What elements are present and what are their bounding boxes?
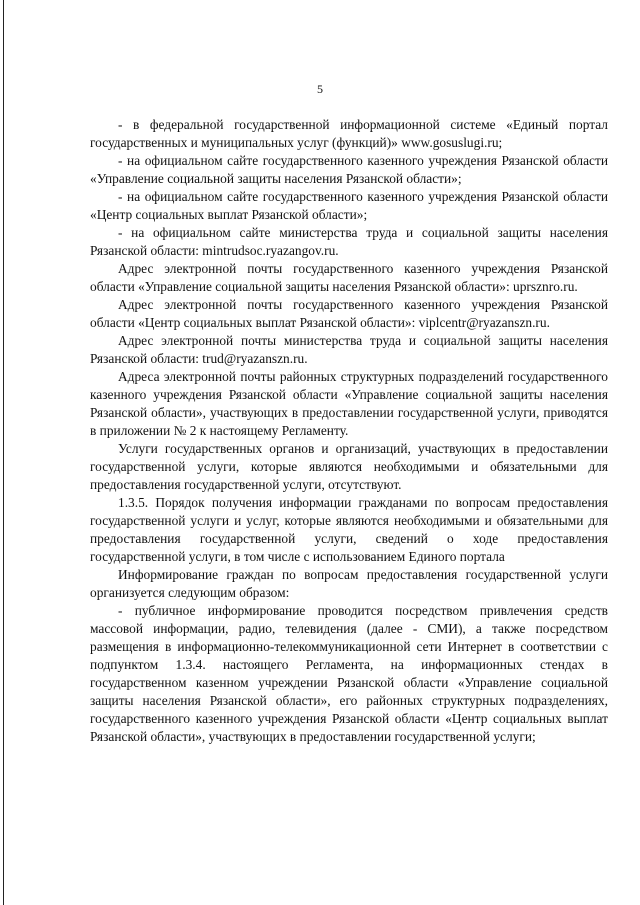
paragraph-district-emails: Адреса электронной почты районных структурных подразделений государственного казенного учреждения Рязанской области «Управление социальной защиты населения Рязанской области», участвующих в предоставлении государственной услуги, приводятся в приложении № 2 к настоящему Регламенту. [90, 369, 608, 438]
paragraph-gosuslugi: - в федеральной государственной информационной системе «Единый портал государственных и муниципальных услуг (функций)» www.gosuslugi.ru; [90, 117, 608, 150]
document-body [90, 116, 608, 746]
paragraph-ministry-site: - на официальном сайте министерства труда и социальной защиты населения Рязанской области: mintrudsoc.ryazangov.ru. [90, 225, 608, 258]
page-number: 5 [317, 82, 323, 96]
paragraph-informing: Информирование граждан по вопросам предоставления государственной услуги организуется следующим образом: [90, 567, 608, 600]
paragraph-public-informing: - публичное информирование проводится посредством привлечения средств массовой информации, радио, телевидения (далее - СМИ), а также посредством размещения в информационно-телекоммуникационной сети Интернет в соответствии с подпунктом 1.3.4. настоящего Регламента, на информационных стендах в государственном казенном учреждении Рязанской области «Управление социальной защиты населения Рязанской области», его районных структурных подразделениях, государственного казенного учреждения Рязанской области «Центр социальных выплат Рязанской области», участвующих в предоставлении государственной услуги; [90, 603, 608, 744]
scan-edge-line [3, 0, 4, 905]
paragraph-services: Услуги государственных органов и организаций, участвующих в предоставлении государственной услуги, которые являются необходимыми и обязательными для предоставления государственной услуги, отсутствуют. [90, 441, 608, 492]
paragraph-csv-email: Адрес электронной почты государственного казенного учреждения Рязанской области «Центр социальных выплат Рязанской области»: viplcentr@ryazanszn.ru. [90, 297, 608, 330]
paragraph-csv-site: - на официальном сайте государственного казенного учреждения Рязанской области «Центр социальных выплат Рязанской области»; [90, 189, 608, 222]
paragraph-uszn-email: Адрес электронной почты государственного казенного учреждения Рязанской области «Управление социальной защиты населения Рязанской области»: uprsznro.ru. [90, 261, 608, 294]
paragraph-section-1-3-5: 1.3.5. Порядок получения информации гражданами по вопросам предоставления государственной услуги и услуг, которые являются необходимыми и обязательными для предоставления государственной услуги, сведений о ходе предоставления государственной услуги, в том числе с использованием Единого портала [90, 495, 608, 564]
paragraph-ministry-email: Адрес электронной почты министерства труда и социальной защиты населения Рязанской области: trud@ryazanszn.ru. [90, 333, 608, 366]
paragraph-uszn-site: - на официальном сайте государственного казенного учреждения Рязанской области «Управление социальной защиты населения Рязанской области»; [90, 153, 608, 186]
